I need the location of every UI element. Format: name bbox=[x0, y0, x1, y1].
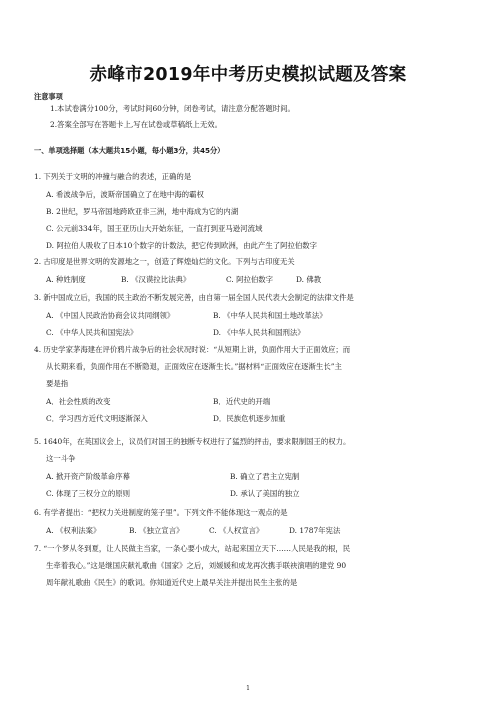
notice-section bbox=[34, 91, 460, 131]
q3-options-row-2 bbox=[34, 327, 460, 339]
notice-item-2: 2.答案全部写在答题卡上,写在试卷或草稿纸上无效。 bbox=[50, 120, 222, 129]
q6-stem: 6. 有学者提出：“把权力关进制度的笼子里”。下列文件不能体现这一观点的是 bbox=[34, 508, 288, 517]
q5-stem-line-1: 5. 1640年，在英国议会上，议员们对国王的独断专权进行了猛烈的抨击，要求限制国王的权力。 bbox=[34, 437, 351, 446]
q6-option-d: D. 1787年宪法 bbox=[289, 526, 341, 535]
q1-option-a: A. 希波战争后，波斯帝国确立了在地中海的霸权 bbox=[46, 190, 204, 199]
q4-stem-line-1: 4. 历史学家茅海建在评价鸦片战争后的社会状况时说：“从短期上讲，负面作用大于正面效应；而 bbox=[34, 345, 351, 354]
q3-option-c: C. 《中华人民共和国宪法》 bbox=[46, 328, 138, 337]
q5-stem-line-2: 这一斗争 bbox=[46, 454, 76, 463]
q5-option-a: A. 掀开资产阶级革命序幕 bbox=[46, 472, 130, 481]
q2-option-d: D. 佛教 bbox=[296, 275, 322, 284]
q2-option-c: C. 阿拉伯数字 bbox=[226, 275, 274, 284]
q4-stem-line-3: 要是指 bbox=[46, 379, 69, 388]
q2-option-a: A. 种姓制度 bbox=[46, 275, 86, 284]
question-7 bbox=[34, 543, 460, 589]
q1-stem: 1. 下列关于文明的冲撞与融合的表述，正确的是 bbox=[34, 172, 192, 181]
question-1 bbox=[34, 171, 460, 252]
notice-heading: 注意事项 bbox=[34, 92, 63, 101]
q7-stem-line-3: 周年献礼歌曲《民生》的歌词。你知道近代史上最早关注并提出民生主张的是 bbox=[46, 578, 298, 587]
q4-stem-line-2: 从长期来看，负面作用在不断隐退，正面效应在逐渐生长。”据材料“正面效应在逐渐生长”主 bbox=[46, 362, 342, 371]
q6-options bbox=[34, 525, 460, 537]
q2-options bbox=[34, 274, 460, 286]
document-title: 赤峰市2019年中考历史模拟试题及答案 bbox=[89, 65, 407, 85]
q3-option-b: B. 《中华人民共和国土地改革法》 bbox=[213, 311, 327, 320]
question-4 bbox=[34, 344, 460, 425]
q4-option-c: C．学习西方近代文明逐渐深入 bbox=[46, 414, 148, 423]
q1-option-d: D. 阿拉伯人吸收了日本10个数字的计数法，把它传到欧洲，由此产生了阿拉伯数字 bbox=[46, 241, 318, 250]
notice-item-1: 1.本试卷满分100分，考试时间60分钟，闭卷考试，请注意分配答题时间。 bbox=[50, 104, 295, 113]
q2-stem: 2. 古印度是世界文明的发源地之一，创造了辉煌灿烂的文化。下列与古印度无关 bbox=[34, 257, 295, 266]
q6-option-a: A. 《权利法案》 bbox=[46, 526, 101, 535]
q6-option-b: B. 《独立宣言》 bbox=[129, 526, 184, 535]
q5-options-row-1 bbox=[34, 471, 460, 483]
q5-options-row-2 bbox=[34, 488, 460, 500]
q3-option-d: D. 《中华人民共和国刑法》 bbox=[213, 328, 305, 337]
q7-stem-line-2: 生牵着我心。”这是继国庆献礼歌曲《国家》之后，刘媛媛和成龙再次携手联袂演唱的建党 90 bbox=[46, 561, 347, 570]
section-title: 一、单项选择题（本大题共15小题，每小题3分，共45分） bbox=[34, 146, 225, 155]
q4-option-a: A．社会性质的改变 bbox=[46, 397, 111, 406]
q1-option-c: C. 公元前334年，国王亚历山大开始东征，一直打到亚马逊河流域 bbox=[46, 224, 263, 233]
q4-option-b: B．近代史的开端 bbox=[213, 397, 271, 406]
q6-option-c: C. 《人权宣言》 bbox=[209, 526, 264, 535]
q4-options-row-1 bbox=[34, 396, 460, 408]
q4-option-d: D．民族危机逐步加重 bbox=[213, 414, 286, 423]
q2-option-b: B. 《汉谟拉比法典》 bbox=[121, 275, 191, 284]
question-2 bbox=[34, 256, 460, 286]
q1-option-b: B. 2世纪，罗马帝国地跨欧亚非三洲，地中海成为它的内湖 bbox=[46, 207, 239, 216]
question-3 bbox=[34, 292, 460, 339]
q5-option-c: C. 体现了三权分立的原则 bbox=[46, 489, 130, 498]
q3-stem: 3. 新中国成立后，我国的民主政治不断发展完善，由自第一届全国人民代表大会制定的法律文件是 bbox=[34, 293, 354, 302]
question-6 bbox=[34, 507, 460, 537]
q3-options-row-1 bbox=[34, 310, 460, 322]
q4-options-row-2 bbox=[34, 413, 460, 425]
q3-option-a: A. 《中国人民政治协商会议共同纲领》 bbox=[46, 311, 175, 320]
page-number: 1 bbox=[246, 685, 250, 692]
question-5 bbox=[34, 436, 460, 500]
q7-stem-line-1: 7. “一个梦从冬到夏，让人民做主当家，一条心要小成大，站起来国立天下……人民是我的根，民 bbox=[34, 544, 351, 553]
section-heading-1 bbox=[34, 145, 460, 157]
q5-option-d: D. 承认了美国的独立 bbox=[230, 489, 300, 498]
q5-option-b: B. 确立了君主立宪制 bbox=[230, 472, 300, 481]
